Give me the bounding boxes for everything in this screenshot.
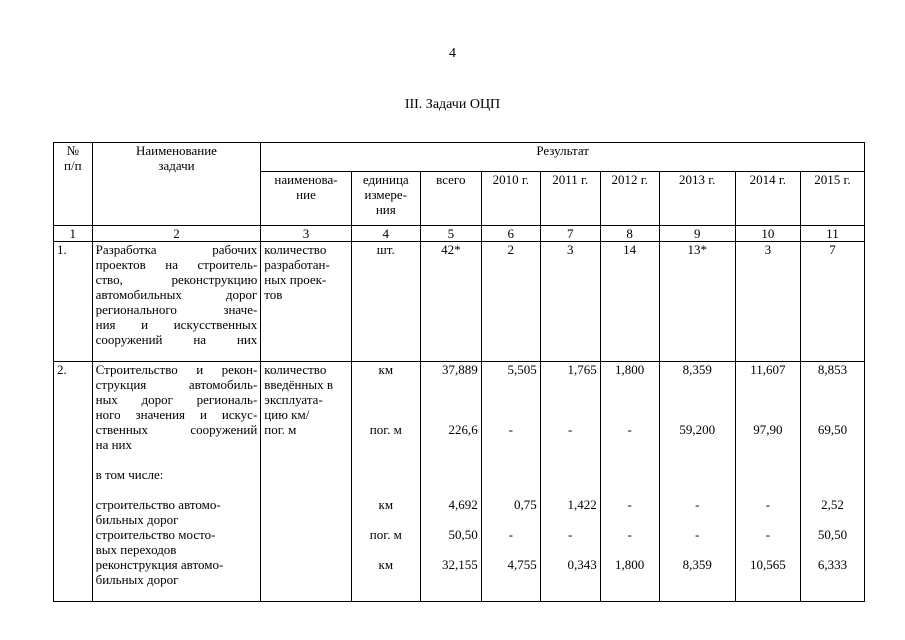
subtask-line: строительство автомо-: [95, 497, 221, 512]
column-number: 5: [420, 226, 481, 242]
task-line: регионального значе-: [95, 302, 258, 317]
header-result: Результат: [261, 143, 865, 172]
unit-value: пог. м: [369, 422, 402, 437]
year-value: 3: [540, 242, 600, 362]
year-value: [600, 362, 659, 602]
header-year: 2010 г.: [481, 172, 540, 226]
column-number: 3: [261, 226, 351, 242]
section-title: III. Задачи ОЦП: [404, 97, 501, 112]
year-cell: -: [695, 497, 700, 512]
header-unit-line: ния: [375, 202, 396, 217]
indicator-line: количество: [264, 362, 327, 377]
task-line: ство, реконструкцию: [95, 272, 258, 287]
column-number: 6: [481, 226, 540, 242]
year-cell: -: [568, 422, 573, 437]
header-num: [54, 143, 93, 226]
column-number: 9: [659, 226, 735, 242]
header-year: 2011 г.: [540, 172, 600, 226]
year-cell: -: [508, 527, 513, 542]
year-cell: 1,800: [615, 557, 645, 572]
unit-value: км: [378, 497, 394, 512]
year-value: 2: [481, 242, 540, 362]
year-value: [481, 362, 540, 602]
year-cell: -: [568, 527, 573, 542]
header-num-line: п/п: [64, 158, 82, 173]
subtask-line: бильных дорог: [95, 512, 179, 527]
column-number: 7: [540, 226, 600, 242]
unit-value: км: [378, 557, 394, 572]
header-unit-line: измере-: [364, 187, 408, 202]
task-line: Строительство и рекон-: [95, 362, 258, 377]
total-value: 42*: [420, 242, 481, 362]
year-cell: -: [627, 422, 632, 437]
year-cell: -: [508, 422, 513, 437]
header-indicator-line: наименова-: [274, 172, 338, 187]
column-number: 8: [600, 226, 659, 242]
indicator-line: ных проек-: [264, 272, 327, 287]
subtask-line: бильных дорог: [95, 572, 179, 587]
year-cell: 50,50: [817, 527, 848, 542]
total-cell: 226,6: [448, 422, 478, 437]
year-cell: 1,800: [615, 362, 645, 377]
subtask-line: строительство мосто-: [95, 527, 216, 542]
task-line: автомобильных дорог: [95, 287, 258, 302]
year-cell: 2,52: [821, 497, 844, 512]
year-cell: 8,359: [682, 362, 712, 377]
header-year: 2015 г.: [800, 172, 864, 226]
including-label: в том числе:: [95, 467, 164, 482]
tasks-table: [53, 142, 865, 602]
year-cell: -: [627, 497, 632, 512]
year-cell: 8,359: [682, 557, 712, 572]
header-year: 2012 г.: [600, 172, 659, 226]
year-value: 7: [800, 242, 864, 362]
year-value: [735, 362, 800, 602]
table-row: [54, 242, 865, 362]
indicator-name: [261, 242, 351, 362]
header-task-line: Наименование: [135, 143, 217, 158]
column-number: 4: [351, 226, 420, 242]
year-cell: 8,853: [817, 362, 848, 377]
task-line: ния и искусственных: [95, 317, 258, 332]
year-cell: 11,607: [750, 362, 786, 377]
year-value: [800, 362, 864, 602]
header-task: [92, 143, 261, 226]
indicator-line: тов: [264, 287, 283, 302]
task-line: струкция автомобиль-: [95, 377, 258, 392]
total-cell: 4,692: [448, 497, 478, 512]
table-row: [54, 362, 865, 602]
year-cell: -: [765, 497, 771, 512]
indicator-line: пог. м: [264, 422, 297, 437]
row-number: 2.: [54, 362, 93, 602]
year-cell: 0,343: [567, 557, 597, 572]
unit-value: пог. м: [369, 527, 402, 542]
unit-value: км: [378, 362, 394, 377]
header-task-line: задачи: [158, 158, 195, 173]
column-numbers-row: [54, 226, 865, 242]
year-cell: 10,565: [749, 557, 786, 572]
year-value: 3: [735, 242, 800, 362]
total-cell: 50,50: [448, 527, 478, 542]
year-value: [540, 362, 600, 602]
header-year: 2013 г.: [659, 172, 735, 226]
header-unit: [351, 172, 420, 226]
year-cell: 97,90: [753, 422, 783, 437]
year-cell: 6,333: [817, 557, 848, 572]
task-line: проектов на строитель-: [95, 257, 258, 272]
indicator-line: введённых в: [264, 377, 334, 392]
unit: шт.: [351, 242, 420, 362]
column-number: 11: [800, 226, 864, 242]
indicator-line: количество: [264, 242, 327, 257]
year-cell: 0,75: [513, 497, 537, 512]
year-cell: 5,505: [507, 362, 537, 377]
total-cell: 32,155: [442, 557, 478, 572]
year-cell: 69,50: [817, 422, 848, 437]
task-line: ного значения и искус-: [95, 407, 258, 422]
year-value: 13*: [659, 242, 735, 362]
task-line: на них: [95, 437, 133, 452]
task-name: [92, 362, 261, 602]
subtask-line: вых переходов: [95, 542, 177, 557]
total-cell: 37,889: [442, 362, 478, 377]
task-line: ных дорог региональ-: [95, 392, 258, 407]
year-cell: -: [627, 527, 632, 542]
header-total: всего: [420, 172, 481, 226]
subtask-line: реконструкция автомо-: [95, 557, 224, 572]
year-cell: 1,422: [567, 497, 597, 512]
indicator-name: [261, 362, 351, 602]
year-cell: 4,755: [507, 557, 537, 572]
page-number: 4: [449, 46, 456, 61]
task-name: [92, 242, 261, 362]
year-cell: 1,765: [567, 362, 597, 377]
header-unit-line: единица: [362, 172, 409, 187]
unit: [351, 362, 420, 602]
indicator-line: цию км/: [264, 407, 310, 422]
year-value: [659, 362, 735, 602]
row-number: 1.: [54, 242, 93, 362]
header-num-line: №: [66, 143, 79, 158]
indicator-line: эксплуата-: [264, 392, 323, 407]
task-line: Разработка рабочих: [95, 242, 258, 257]
column-number: 2: [92, 226, 261, 242]
header-year: 2014 г.: [735, 172, 800, 226]
task-line: ственных сооружений: [95, 422, 258, 437]
header-indicator-line: ние: [296, 187, 316, 202]
year-cell: -: [695, 527, 700, 542]
year-cell: 59,200: [679, 422, 716, 437]
task-line: сооружений на них: [95, 332, 258, 347]
indicator-line: разработан-: [264, 257, 330, 272]
total-value: [420, 362, 481, 602]
column-number: 1: [54, 226, 93, 242]
year-value: 14: [600, 242, 659, 362]
column-number: 10: [735, 226, 800, 242]
header-indicator-name: [261, 172, 351, 226]
year-cell: -: [765, 527, 771, 542]
